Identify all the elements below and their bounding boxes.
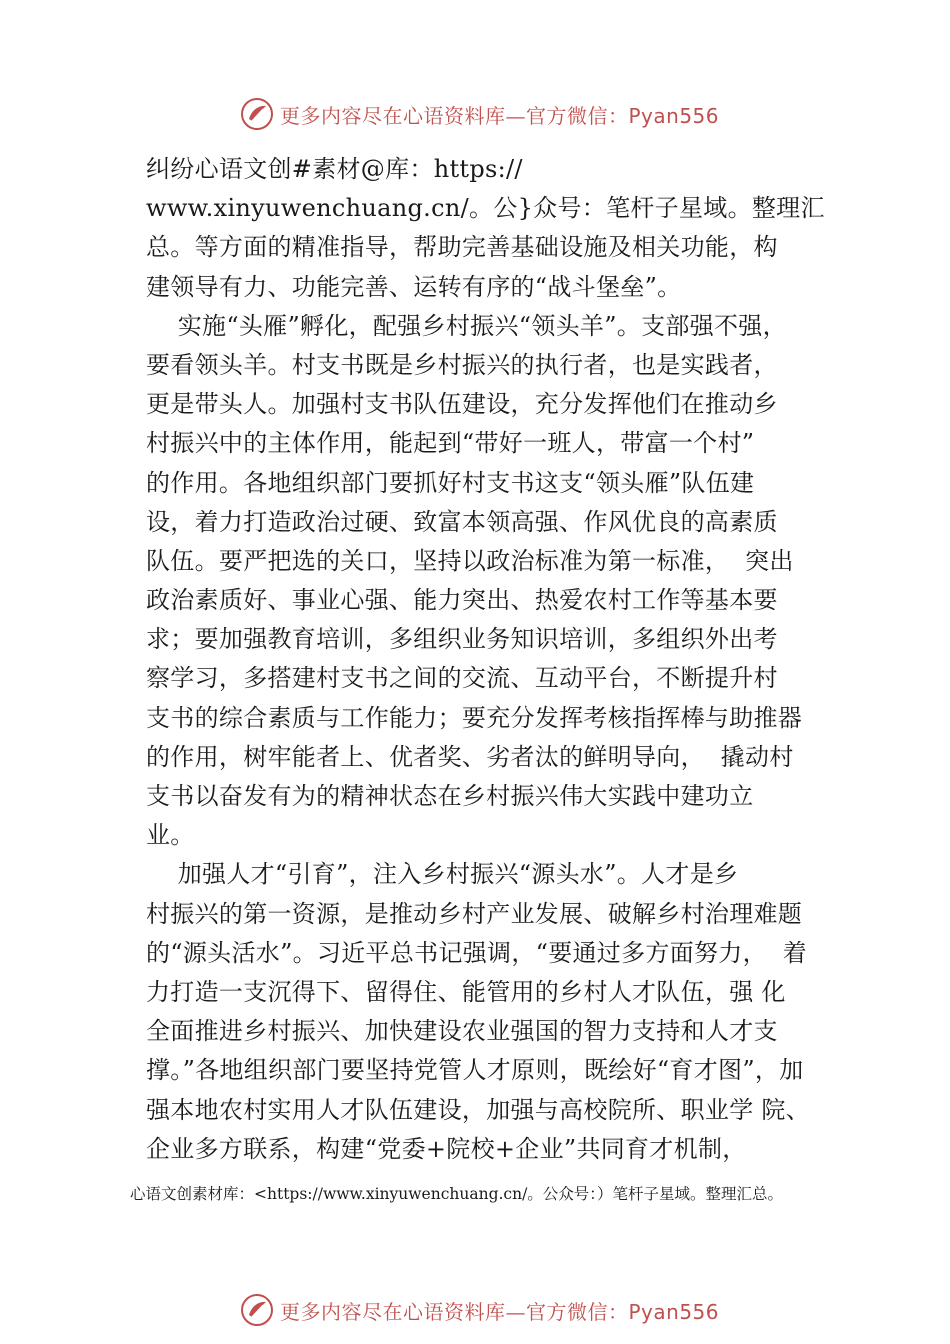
body-line: 察学习，多搭建村支书之间的交流、互动平台，不断提升村 [146,664,778,693]
wechat-id: Pyan556 [628,1299,720,1324]
body-line: 要看领头羊。村支书既是乡村振兴的执行者，也是实践者， [146,350,778,379]
body-line: 企业多方联系，构建“党委+院校+企业”共同育才机制， [146,1134,747,1163]
header-banner [240,94,760,134]
body-line: 村振兴中的主体作用，能起到“带好一班人，带富一个村” [146,429,755,458]
body-line: 业。 [146,821,195,850]
body-line: 实施“头雁”孵化，配强乡村振兴“领头羊”。支部强不强， [146,311,787,340]
body-line: 村振兴的第一资源，是推动乡村产业发展、破解乡村治理难题 [146,899,803,928]
body-line: 总。等方面的精准指导，帮助完善基础设施及相关功能，构 [146,233,778,262]
body-line: 更是带头人。加强村支书队伍建设，充分发挥他们在推动乡 [146,390,778,419]
body-line: 力打造一支沉得下、留得住、能管用的乡村人才队伍，强 化 [146,977,786,1006]
logo-icon [240,1293,274,1327]
body-line: 设，着力打造政治过硬、致富本领高强、作风优良的高素质 [146,507,778,536]
document-body [146,150,836,1169]
body-line: 队伍。要严把选的关口，坚持以政治标准为第一标准， 突出 [146,546,794,575]
body-line: 支书的综合素质与工作能力；要充分发挥考核指挥棒与助推器 [146,703,803,732]
body-line: 支书以奋发有为的精神状态在乡村振兴伟大实践中建功立 [146,782,754,810]
body-line: 政治素质好、事业心强、能力突出、热爱农村工作等基本要 [146,586,778,615]
body-line: 的作用。各地组织部门要抓好村支书这支“领头雁”队伍建 [146,468,755,497]
body-line: 建领导有力、功能完善、运转有序的“战斗堡垒”。 [146,272,682,301]
body-line: 撑。”各地组织部门要坚持党管人才原则，既绘好“育才图”，加 [146,1056,804,1085]
body-line: 的作用，树牢能者上、优者奖、劣者汰的鲜明导向， 撬动村 [146,742,794,771]
body-line: www.xinyuwenchuang.cn/。公}众号：笔杆子星域。整理汇 [146,194,825,223]
page-footer: 心语文创素材库：<https://www.xinyuwenchuang.cn/。公众号：）笔杆子星域。整理汇总。 [130,1185,784,1203]
banner-text: 更多内容尽在心语资料库—官方微信： [280,103,629,128]
body-line: 求；要加强教育培训，多组织业务知识培训，多组织外出考 [146,625,778,654]
body-line: 的“源头活水”。习近平总书记强调，“要通过多方面努力， 着 [146,938,808,967]
body-line: 强本地农村实用人才队伍建设，加强与高校院所、职业学 院、 [146,1095,811,1124]
footer-banner [240,1290,760,1330]
banner-text: 更多内容尽在心语资料库—官方微信： [280,1299,629,1324]
body-line: 纠纷心语文创#素材@库：https:// [146,155,523,183]
body-line: 加强人才“引育”，注入乡村振兴“源头水”。人才是乡 [146,860,739,889]
body-line: 全面推进乡村振兴、加快建设农业强国的智力支持和人才支 [146,1017,778,1046]
wechat-id: Pyan556 [628,103,720,128]
logo-icon [240,97,274,131]
